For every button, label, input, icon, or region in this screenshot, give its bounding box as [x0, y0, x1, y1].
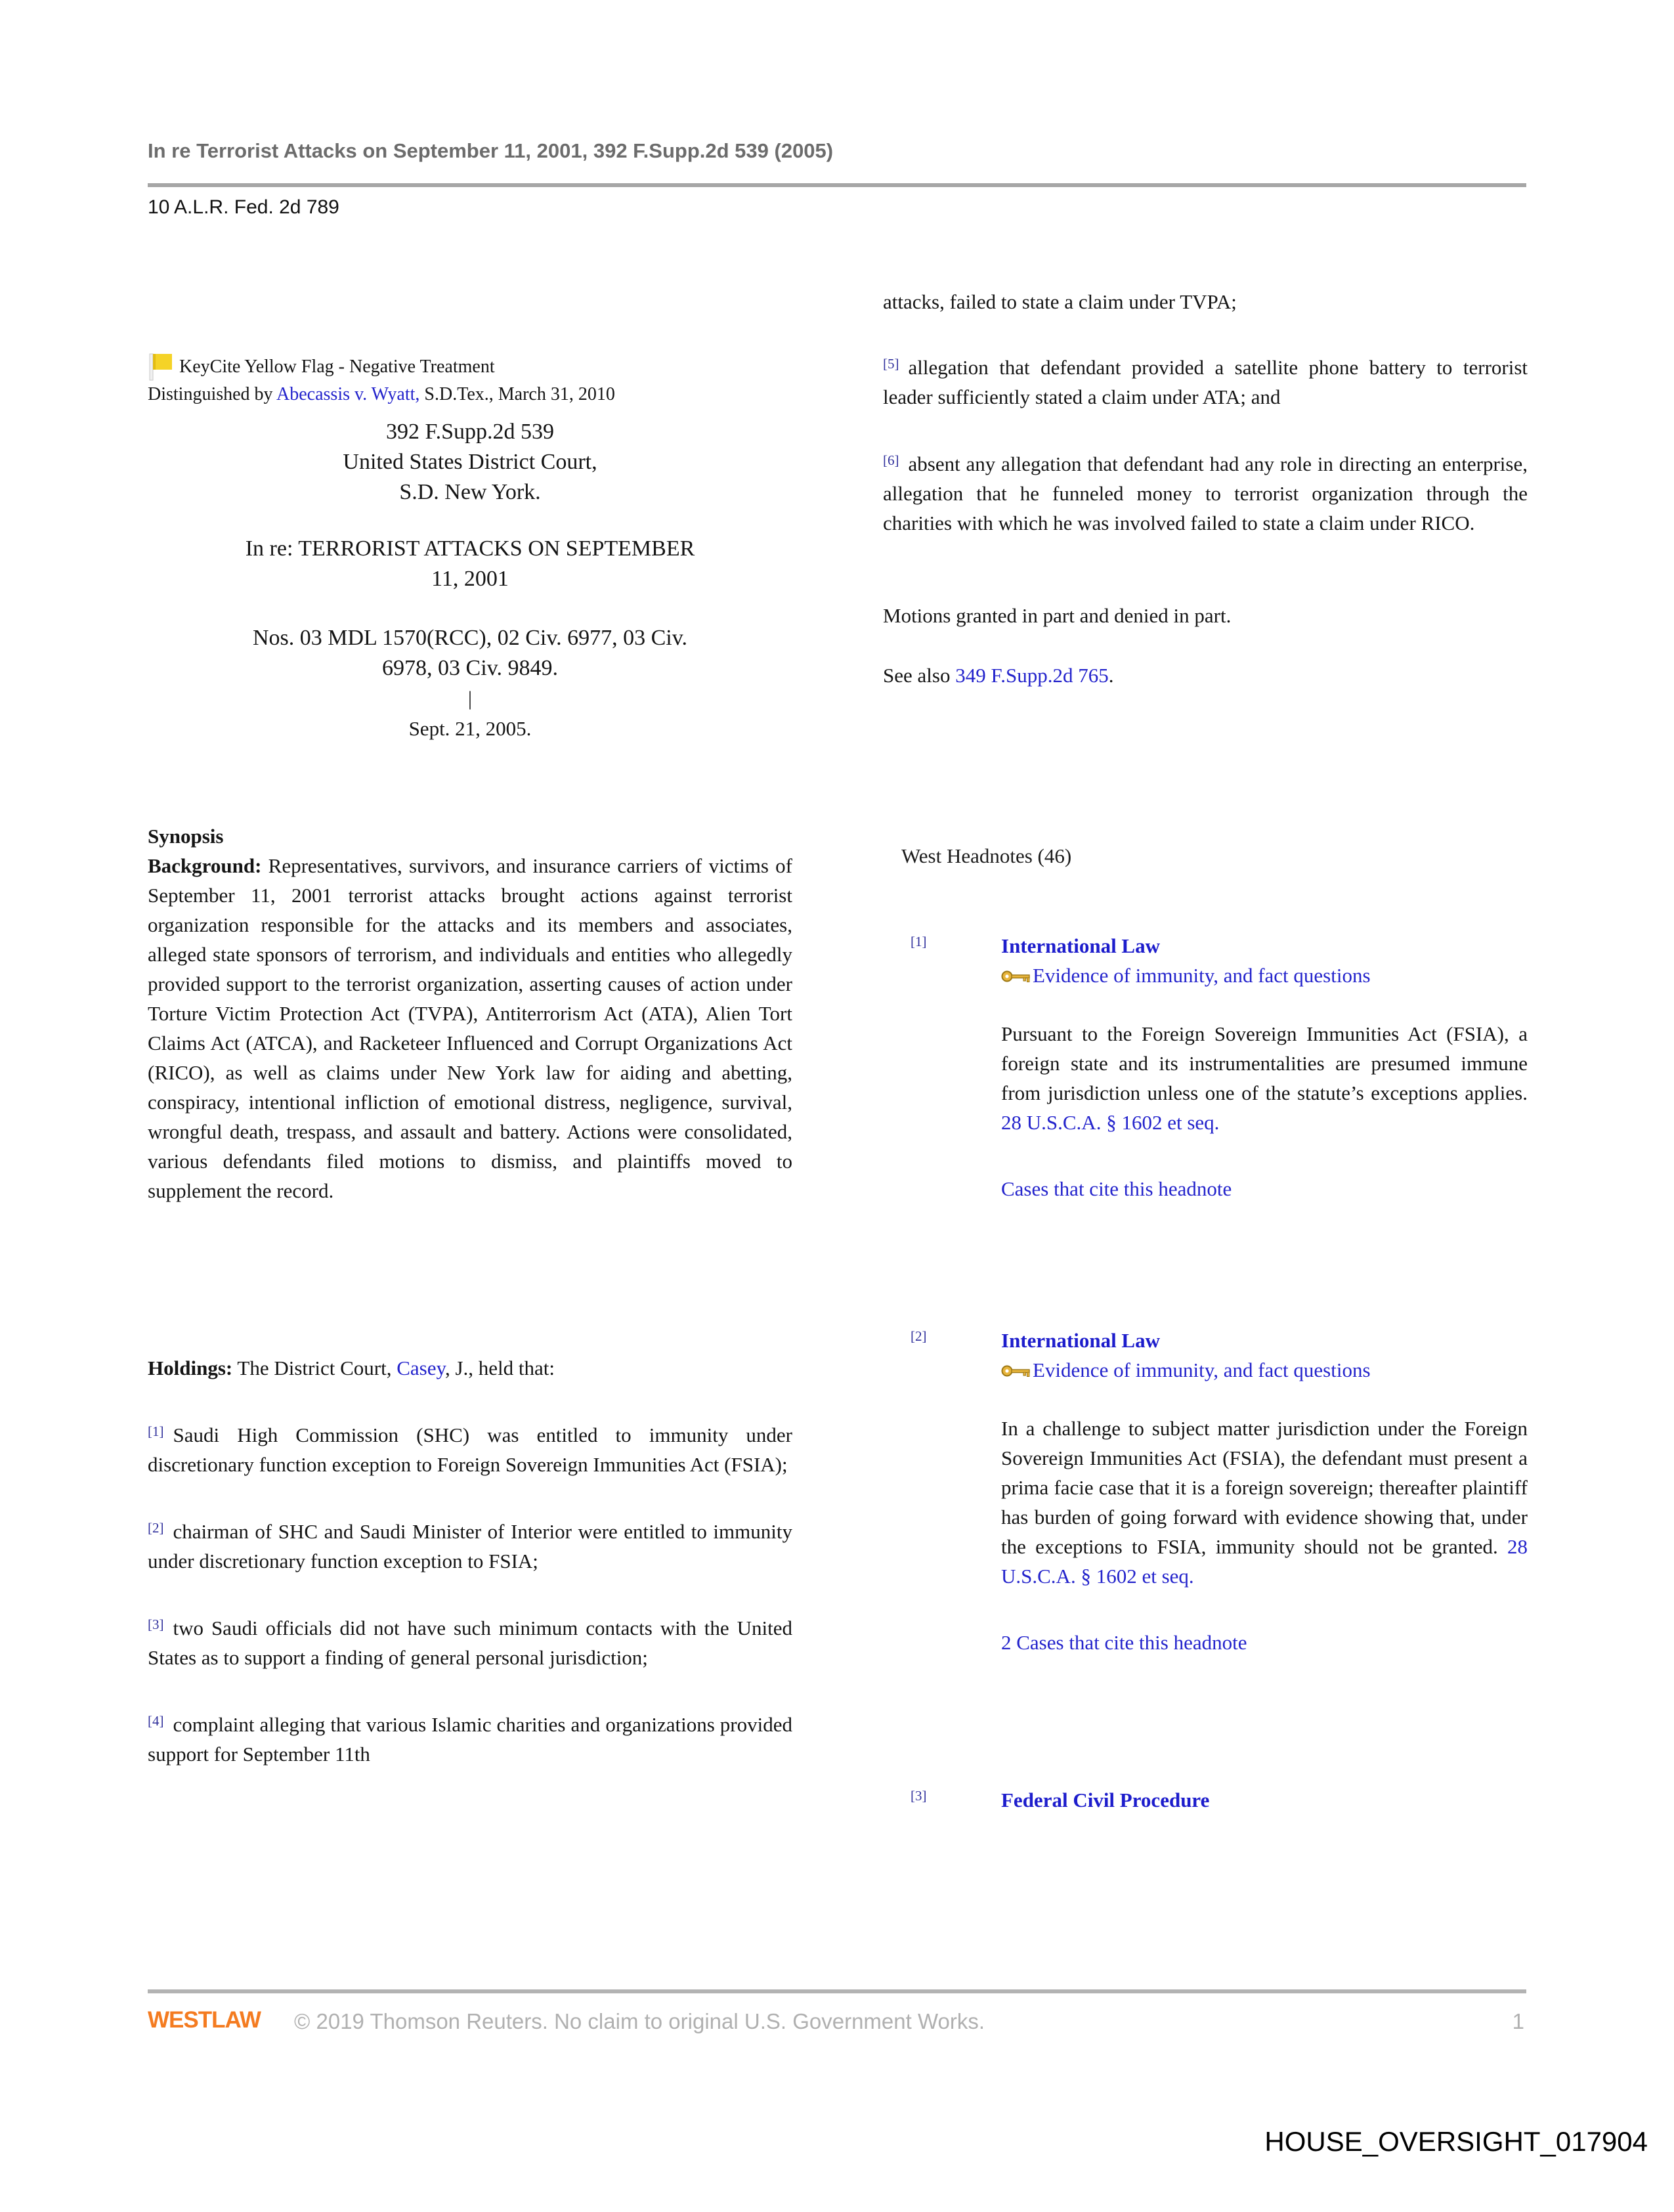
document-header-citation: In re Terrorist Attacks on September 11, 2001, 392 F.Supp.2d 539 (2005) — [148, 139, 834, 162]
holdings-intro: Holdings: The District Court, Casey, J., held that: — [148, 1356, 555, 1379]
distinguished-case-link[interactable]: Abecassis v. Wyatt, — [276, 384, 420, 404]
judge-link[interactable]: Casey — [397, 1356, 445, 1379]
holding-marker: [6] — [883, 452, 899, 468]
keycite-flag-label: KeyCite Yellow Flag - Negative Treatment — [179, 357, 495, 377]
reporter-citation: 392 F.Supp.2d 539 — [385, 420, 555, 444]
see-also-line: See also 349 F.Supp.2d 765. — [883, 664, 1114, 687]
keycite-yellow-flag-icon — [148, 353, 174, 381]
left-column — [148, 353, 792, 1769]
headnote-subtopic-link[interactable]: Evidence of immunity, and fact questions — [1033, 964, 1371, 987]
court-name: United States District Court, — [343, 450, 597, 474]
bates-stamp: HOUSE_OVERSIGHT_017904 — [1264, 2126, 1648, 2157]
headnote-topic-link[interactable]: Federal Civil Procedure — [1001, 1789, 1210, 1811]
headnote-subtopic-link[interactable]: Evidence of immunity, and fact questions — [1033, 1358, 1371, 1381]
distinguished-suffix: S.D.Tex., March 31, 2010 — [419, 384, 615, 404]
holding-continuation: attacks, failed to state a claim under TVPA; — [883, 290, 1237, 313]
westlaw-logo: WESTLAW — [148, 2007, 261, 2033]
headnote-keynumber-line — [1001, 961, 1528, 990]
headnote-number: [1] — [911, 934, 927, 949]
headnote-body: In a challenge to subject matter jurisdiction under the Foreign Sovereign Immunities Act (FSIA), the defendant must present a prima facie case that it is a foreign sovereign; thereafter plaintiff has burden of going forward with evidence showing that, under the exceptions to FSIA, immunity should not be granted. 28 U.S.C.A. § 1602 et seq. — [1001, 1417, 1528, 1588]
cases-cite-headnote-link[interactable]: 2 Cases that cite this headnote — [1001, 1631, 1247, 1654]
footer-page-number: 1 — [1512, 2009, 1524, 2033]
keycite-distinguished-line — [148, 381, 792, 408]
case-title: In re: TERRORIST ATTACKS ON SEPTEMBER 11, 2001 — [245, 536, 695, 591]
headnote-keynumber-line — [1001, 1355, 1528, 1385]
holding-marker: [5] — [883, 356, 899, 372]
synopsis-background-paragraph: Background: Representatives, survivors, and insurance carriers of victims of September 11, 2001 terrorist attacks brought actions against terrorist organization responsible for the attacks and its members and associates, alleged state sponsors of terrorism, and individuals and entities who allegedly provided support to the terrorist organization, asserting causes of action under Torture Victim Protection Act (TVPA), Antiterrorism Act (ATA), Alien Tort Claims Act (ATCA), and Racketeer Influenced and Corrupt Organizations Act (RICO), as well as claims under New York law for aiding and abetting, conspiracy, intentional infliction of emotional distress, negligence, survival, wrongful death, trespass, and assault and battery. Actions were consolidated, various defendants filed motions to dismiss, and plaintiffs moved to supplement the record. — [148, 854, 792, 1202]
keycite-block — [148, 353, 792, 408]
background-label: Background: — [148, 854, 262, 877]
statute-citation-link[interactable]: 28 U.S.C.A. § 1602 et seq. — [1001, 1535, 1528, 1588]
headnote-2 — [883, 1326, 1528, 1657]
headnote-body: Pursuant to the Foreign Sovereign Immunities Act (FSIA), a foreign state and its instrumentalities are presumed immune from jurisdiction unless one of the statute’s exceptions applies. 28 U.S.C.A. § 1602 et seq. — [1001, 1022, 1528, 1134]
disposition-line: Motions granted in part and denied in part. — [883, 604, 1232, 627]
holding-marker: [4] — [148, 1713, 164, 1729]
caption-separator: | — [467, 687, 473, 710]
headnote-3 — [883, 1785, 1528, 1815]
decision-date: Sept. 21, 2005. — [408, 717, 532, 740]
headnote-number: [2] — [911, 1328, 927, 1344]
headnote-topic-link[interactable]: International Law — [1001, 934, 1160, 957]
footer-copyright: © 2019 Thomson Reuters. No claim to original U.S. Government Works. — [294, 2009, 985, 2033]
headnote-topic-link[interactable]: International Law — [1001, 1329, 1160, 1352]
header-divider — [148, 183, 1526, 187]
case-caption — [148, 417, 792, 508]
holding-paragraph-2: [2] chairman of SHC and Saudi Minister of Interior were entitled to immunity under discretionary function exception to FSIA; — [148, 1520, 792, 1572]
footer-divider — [148, 1989, 1526, 1993]
holding-marker: [2] — [148, 1520, 164, 1536]
synopsis-heading: Synopsis — [148, 825, 224, 848]
cases-cite-headnote-link[interactable]: Cases that cite this headnote — [1001, 1177, 1232, 1200]
parallel-citation: 10 A.L.R. Fed. 2d 789 — [148, 196, 339, 218]
west-headnotes-heading: West Headnotes (46) — [901, 844, 1072, 867]
west-key-icon — [1001, 963, 1031, 978]
holding-paragraph-5: [5] allegation that defendant provided a satellite phone battery to terrorist leader sufficiently stated a claim under ATA; and — [883, 356, 1528, 408]
holdings-label: Holdings: — [148, 1356, 233, 1379]
court-district: S.D. New York. — [399, 480, 541, 504]
holding-paragraph-3: [3] two Saudi officials did not have such minimum contacts with the United States as to support a finding of general personal jurisdiction; — [148, 1616, 792, 1669]
keycite-flag-line — [148, 353, 792, 381]
statute-citation-link[interactable]: 28 U.S.C.A. § 1602 et seq. — [1001, 1111, 1220, 1134]
see-also-citation-link[interactable]: 349 F.Supp.2d 765 — [955, 664, 1109, 687]
holding-paragraph-4: [4] complaint alleging that various Islamic charities and organizations provided support for September 11th — [148, 1713, 792, 1766]
holding-marker: [1] — [148, 1423, 164, 1439]
holding-paragraph-1: [1] Saudi High Commission (SHC) was entitled to immunity under discretionary function exception to Foreign Sovereign Immunities Act (FSIA); — [148, 1423, 792, 1476]
docket-numbers: Nos. 03 MDL 1570(RCC), 02 Civ. 6977, 03 Civ. 6978, 03 Civ. 9849. — [252, 626, 688, 680]
headnote-1 — [883, 931, 1528, 1204]
holding-paragraph-6: [6] absent any allegation that defendant had any role in directing an enterprise, allegation that he funneled money to terrorist organization through the charities with which he was involved failed to state a claim under RICO. — [883, 452, 1528, 534]
right-column — [883, 287, 1528, 1815]
west-key-icon — [1001, 1357, 1031, 1373]
holding-marker: [3] — [148, 1616, 164, 1632]
distinguished-prefix: Distinguished by — [148, 384, 277, 404]
headnote-number: [3] — [911, 1788, 927, 1804]
